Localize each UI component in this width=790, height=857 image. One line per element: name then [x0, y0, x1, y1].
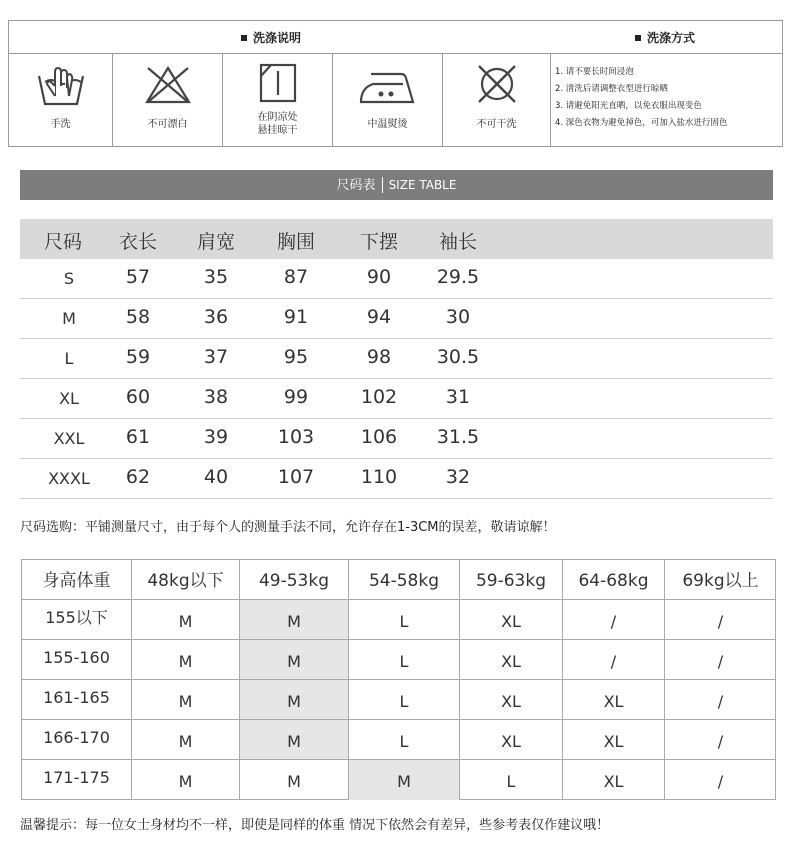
care-note: 2. 清洗后请调整衣型进行晾晒 [555, 84, 668, 94]
rec-header-cell: 69kg以上 [665, 560, 776, 600]
care-note: 1. 请不要长时间浸泡 [555, 67, 634, 77]
rec-cell: XL [563, 680, 665, 720]
rec-cell: M [240, 680, 349, 720]
medium-iron-icon [357, 62, 419, 106]
size-cell: 106 [360, 426, 398, 448]
rec-cell: / [563, 640, 665, 680]
table-row [20, 379, 773, 419]
care-label-hand-wash: 手洗 [50, 119, 71, 130]
size-cell: 30 [445, 306, 471, 328]
size-cell: 98 [366, 346, 392, 368]
size-cell: 57 [125, 266, 151, 288]
rec-cell: 166-170 [22, 720, 132, 760]
size-cell: M [62, 309, 76, 328]
care-symbol-no-bleach [113, 54, 223, 147]
size-cell: XXXL [48, 469, 90, 488]
size-cell: 102 [360, 386, 398, 408]
care-notes-list [551, 54, 783, 147]
rec-cell: M [132, 680, 240, 720]
rec-header-cell: 64-68kg [563, 560, 665, 600]
size-cell: S [63, 269, 75, 288]
rec-cell: M [349, 760, 460, 800]
size-header-cell: 肩宽 [196, 231, 235, 253]
rec-cell: XL [563, 720, 665, 760]
rec-header-cell: 49-53kg [240, 560, 349, 600]
size-cell: 90 [366, 266, 392, 288]
size-cell: 38 [203, 386, 229, 408]
rec-cell: 155以下 [22, 600, 132, 640]
care-symbol-no-dry-clean [443, 54, 551, 147]
size-cell: 94 [366, 306, 392, 328]
care-symbol-hand-wash [9, 54, 113, 147]
rec-cell: M [132, 720, 240, 760]
size-cell: 39 [203, 426, 229, 448]
rec-cell: 161-165 [22, 680, 132, 720]
care-note: 3. 请避免阳光直晒，以免衣服出现变色 [555, 101, 702, 111]
no-bleach-icon [143, 62, 193, 106]
care-note: 4. 深色衣物为避免掉色，可加入盐水进行固色 [555, 118, 728, 128]
rec-header-cell: 54-58kg [349, 560, 460, 600]
size-header-cell: 尺码 [43, 231, 82, 253]
banner-divider [382, 177, 383, 193]
size-cell: 35 [203, 266, 229, 288]
rec-cell: / [563, 600, 665, 640]
rec-cell: L [349, 720, 460, 760]
care-header [9, 21, 782, 54]
wash-method-title: 洗涤方式 [635, 29, 695, 46]
size-cell: 31 [445, 386, 471, 408]
rec-header-cell: 身高体重 [22, 560, 132, 600]
size-cell: 60 [125, 386, 151, 408]
care-instructions-panel [8, 20, 783, 147]
hand-wash-icon [35, 62, 87, 108]
rec-cell: L [349, 680, 460, 720]
rec-cell: M [132, 640, 240, 680]
rec-cell: / [665, 680, 776, 720]
care-label-no-dry-clean: 不可干洗 [476, 119, 517, 130]
rec-cell: 155-160 [22, 640, 132, 680]
rec-cell: M [132, 600, 240, 640]
rec-cell: XL [460, 720, 563, 760]
rec-cell: XL [460, 640, 563, 680]
rec-cell: / [665, 600, 776, 640]
table-row [20, 459, 773, 499]
size-cell: 95 [283, 346, 309, 368]
banner-title-en: SIZE TABLE [388, 178, 457, 192]
care-symbol-line-dry [223, 54, 333, 147]
care-label-line-dry: 在阴凉处 悬挂晾干 [257, 112, 298, 136]
size-cell: 91 [283, 306, 309, 328]
rec-header-cell: 59-63kg [460, 560, 563, 600]
rec-cell: / [665, 640, 776, 680]
size-header-cell: 下摆 [359, 231, 398, 253]
rec-cell: L [460, 760, 563, 800]
care-symbol-medium-iron [333, 54, 443, 147]
warm-tip-note: 温馨提示：每一位女士身材均不一样，即使是同样的体重 情况下依然会有差异，些参考表仅作建议哦！ [20, 818, 610, 833]
size-cell: 32 [445, 466, 471, 488]
size-cell: 37 [203, 346, 229, 368]
rec-cell: 171-175 [22, 760, 132, 800]
no-dry-clean-icon [474, 62, 520, 106]
table-row [20, 419, 773, 459]
size-cell: 103 [277, 426, 315, 448]
size-cell: 29.5 [436, 266, 480, 288]
size-header-cell: 袖长 [438, 231, 477, 253]
care-symbols-row [9, 54, 782, 147]
size-recommendation-table [21, 559, 776, 800]
size-cell: 110 [360, 466, 398, 488]
line-dry-shade-icon [258, 62, 298, 104]
size-cell: 40 [203, 466, 229, 488]
size-cell: 31.5 [436, 426, 480, 448]
size-cell: 59 [125, 346, 151, 368]
size-cell: L [64, 349, 74, 368]
size-selection-note: 尺码选购：平铺测量尺寸，由于每个人的测量手法不同，允许存在1-3CM的误差，敬请谅解！ [20, 520, 556, 535]
table-row [20, 339, 773, 379]
care-label-no-bleach: 不可漂白 [147, 119, 188, 130]
size-cell: 87 [283, 266, 309, 288]
rec-cell: M [240, 720, 349, 760]
rec-cell: M [132, 760, 240, 800]
size-cell: XL [59, 389, 79, 408]
table-row [20, 299, 773, 339]
rec-cell: M [240, 600, 349, 640]
rec-cell: L [349, 640, 460, 680]
rec-cell: L [349, 600, 460, 640]
care-label-medium-iron: 中温熨烫 [367, 119, 408, 130]
size-header-cell: 胸围 [276, 231, 315, 253]
size-cell: XXL [53, 429, 85, 448]
size-cell: 30.5 [436, 346, 480, 368]
rec-cell: XL [460, 680, 563, 720]
rec-cell: / [717, 772, 724, 791]
rec-cell: / [665, 720, 776, 760]
wash-instructions-title: 洗涤说明 [241, 29, 301, 46]
size-table-header [20, 219, 773, 259]
rec-cell: M [240, 640, 349, 680]
rec-header-cell: 48kg以下 [132, 560, 240, 600]
size-cell: 61 [125, 426, 151, 448]
rec-cell: XL [460, 600, 563, 640]
size-cell: 58 [125, 306, 151, 328]
size-table-banner [20, 170, 773, 200]
size-cell: 99 [283, 386, 309, 408]
size-cell: 107 [277, 466, 315, 488]
banner-title-cn: 尺码表 [336, 178, 376, 193]
rec-cell: XL [563, 760, 665, 800]
size-cell: 36 [203, 306, 229, 328]
table-row [20, 259, 773, 299]
rec-cell: M [240, 760, 349, 800]
size-header-cell: 衣长 [118, 231, 157, 253]
size-cell: 62 [125, 466, 151, 488]
